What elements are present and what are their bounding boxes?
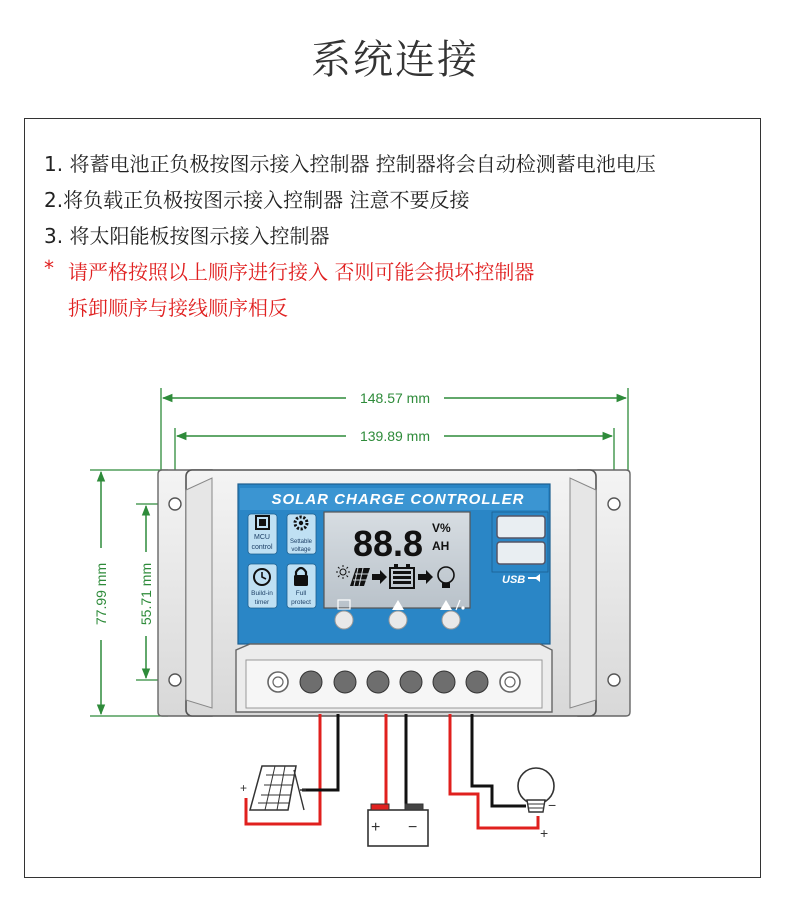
terminal-screw xyxy=(268,672,288,692)
terminal xyxy=(367,671,389,693)
usb-port xyxy=(497,542,545,564)
lcd-unit-bottom: AH xyxy=(432,539,450,553)
feature-settable-voltage xyxy=(287,514,316,554)
solar-panel xyxy=(240,766,306,810)
feature-label: Full xyxy=(295,590,307,597)
mount-hole xyxy=(608,674,620,686)
warning-marker: * xyxy=(44,256,54,280)
terminal-block xyxy=(236,644,552,712)
mount-hole xyxy=(608,498,620,510)
load-negative-wire xyxy=(472,714,526,806)
load-minus-label: − xyxy=(548,797,557,813)
terminal xyxy=(400,671,422,693)
feature-label: MCU xyxy=(254,534,270,541)
feature-full-protect xyxy=(287,564,316,608)
warning-line-2: 拆卸顺序与接线顺序相反 xyxy=(68,296,288,320)
page-title: 系统连接 xyxy=(311,37,479,83)
feature-build-in-timer xyxy=(248,564,277,608)
feature-label: Build-in xyxy=(251,590,273,597)
mount-hole xyxy=(169,674,181,686)
usb-port xyxy=(497,516,545,538)
feature-label: control xyxy=(251,544,273,551)
feature-mcu-control xyxy=(248,514,277,554)
feature-label: timer xyxy=(254,599,270,606)
lcd-digits: 88.8 xyxy=(352,523,424,564)
front-panel xyxy=(238,484,550,644)
dimension-inner-width-label: 139.89 mm xyxy=(359,428,431,444)
terminal xyxy=(334,671,356,693)
terminal xyxy=(433,671,455,693)
warning-line-1: 请严格按照以上顺序进行接入 否则可能会损坏控制器 xyxy=(68,260,535,284)
feature-label: protect xyxy=(291,599,311,606)
feature-label: voltage xyxy=(291,547,311,553)
feature-label: Settable xyxy=(289,539,313,545)
dimension-inner-height-label: 55.71 mm xyxy=(138,562,154,626)
battery xyxy=(368,804,428,846)
dimension-outer-height-label: 77.99 mm xyxy=(93,562,109,626)
terminal xyxy=(466,671,488,693)
lcd-display xyxy=(324,512,470,608)
instruction-step-3: 3. 将太阳能板按图示接入控制器 xyxy=(44,224,330,248)
terminal-screw xyxy=(500,672,520,692)
instruction-step-1: 1. 将蓄电池正负极按图示接入控制器 控制器将会自动检测蓄电池电压 xyxy=(44,152,656,176)
mount-hole xyxy=(169,498,181,510)
lcd-unit-top: V% xyxy=(432,521,451,535)
instruction-step-2: 2.将负载正负极按图示接入控制器 注意不要反接 xyxy=(44,188,470,212)
battery-minus-label: − xyxy=(408,819,418,836)
dimension-outer-width-label: 148.57 mm xyxy=(359,390,431,406)
usb-label: USB xyxy=(502,574,526,586)
load-plus-label: + xyxy=(540,825,549,841)
terminal xyxy=(300,671,322,693)
dimension-outer-height xyxy=(90,470,168,716)
solar-plus-label: + xyxy=(240,781,248,795)
controller-name: SOLAR CHARGE CONTROLLER xyxy=(271,491,525,508)
battery-plus-label: + xyxy=(371,819,381,836)
